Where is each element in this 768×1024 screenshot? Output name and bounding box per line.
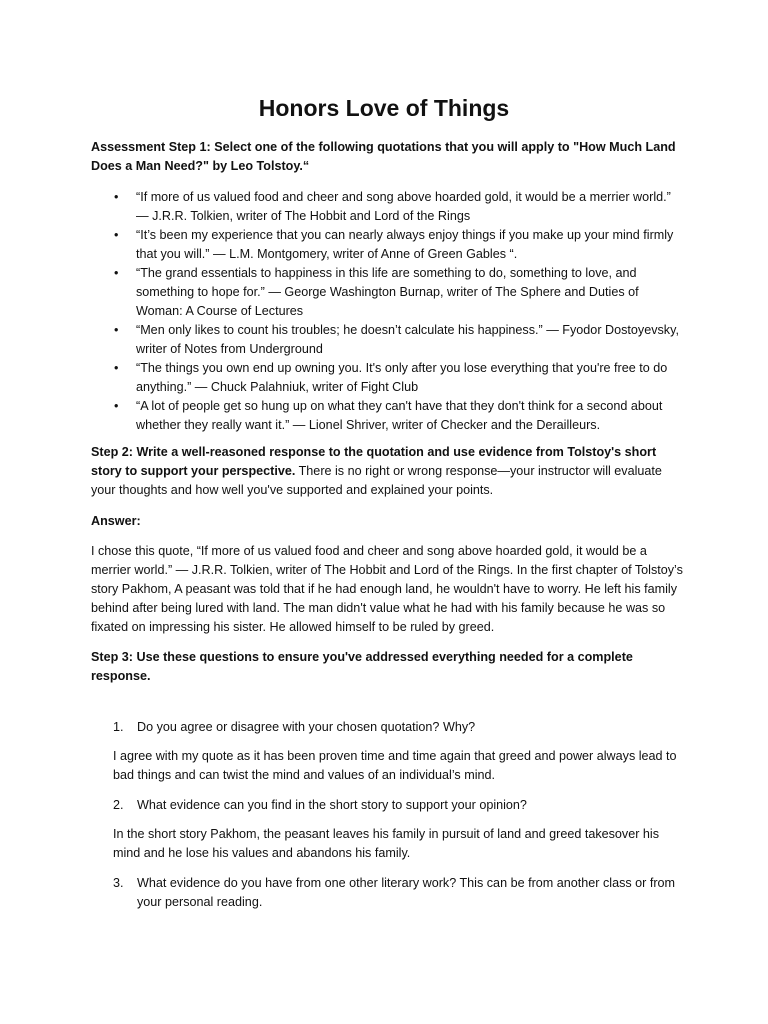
quotation-text: “The things you own end up owning you. It's only after you lose everything that you're free to do anything.” — Chuck Palahniuk, writer of Fight Club	[136, 361, 668, 394]
bullet-icon: •	[114, 266, 119, 280]
answer-text: I chose this quote, “If more of us valued food and cheer and song above hoarded gold, it would be a merrier world.” — J.R.R. Tolkien, writer of The Hobbit and Lord of the Rings. In the first chapter of Tolstoy’s story Pakhom, A peasant was told that if he had enough land, he wouldn't have to worry. He left his family behind after being lured with land. The man didn't value what he had with his family because he was so fixated on impressing his sister. He allowed himself to be ruled by greed.	[91, 544, 683, 634]
question-text: Do you agree or disagree with your chosen quotation? Why?	[137, 720, 476, 734]
bullet-icon: •	[114, 190, 119, 204]
question-item	[113, 874, 683, 912]
bullet-icon: •	[114, 323, 119, 337]
bullet-icon: •	[114, 361, 119, 375]
step2-bold-text: Step 2: Write a well-reasoned response to the quotation and use evidence from Tolstoy's short story to support your perspective.	[91, 445, 657, 478]
quotation-text: “A lot of people get so hung up on what they can't have that they don't think for a second about whether they really want it.” — Lionel Shriver, writer of Checker and the Derailleurs.	[136, 399, 663, 432]
quotation-text: “It’s been my experience that you can nearly always enjoy things if you make up your mind firmly that you will.” — L.M. Montgomery, writer of Anne of Green Gables “.	[136, 228, 674, 261]
quotation-list	[91, 188, 683, 435]
quotation-item	[114, 321, 683, 359]
question-number: 1.	[113, 720, 124, 734]
step1-instructions: Assessment Step 1: Select one of the following quotations that you will apply to "How Much Land Does a Man Need?" by Leo Tolstoy.“	[91, 140, 676, 173]
question-item	[113, 796, 683, 815]
quotation-text: “Men only likes to count his troubles; he doesn’t calculate his happiness.” — Fyodor Dostoyevsky, writer of Notes from Underground	[136, 323, 679, 356]
question-response: In the short story Pakhom, the peasant leaves his family in pursuit of land and greed takesover his mind and he lose his values and abandons his family.	[113, 827, 660, 860]
question-number: 3.	[113, 876, 124, 890]
question-response: I agree with my quote as it has been proven time and time again that greed and power always lead to bad things and can twist the mind and values of an individual’s mind.	[113, 749, 677, 782]
bullet-icon: •	[114, 228, 119, 242]
quotation-item	[114, 264, 683, 321]
quotation-item	[114, 188, 683, 226]
question-text: What evidence do you have from one other literary work? This can be from another class or from your personal reading.	[137, 876, 676, 909]
document-body	[91, 138, 683, 912]
step2-instructions	[91, 443, 683, 500]
question-item	[113, 718, 683, 737]
quotation-text: “If more of us valued food and cheer and song above hoarded gold, it would be a merrier world.” — J.R.R. Tolkien, writer of The Hobbit and Lord of the Rings	[136, 190, 671, 223]
step3-instructions: Step 3: Use these questions to ensure you've addressed everything needed for a complete response.	[91, 650, 633, 683]
document-title: Honors Love of Things	[258, 95, 510, 121]
quotation-item	[114, 359, 683, 397]
step2-normal-text: There is no right or wrong response—your instructor will evaluate your thoughts and how well you've supported and explained your points.	[91, 464, 662, 497]
quotation-item	[114, 397, 683, 435]
question-list	[91, 874, 683, 912]
bullet-icon: •	[114, 399, 119, 413]
question-number: 2.	[113, 798, 124, 812]
question-list	[91, 796, 683, 815]
question-text: What evidence can you find in the short story to support your opinion?	[137, 798, 527, 812]
question-list	[91, 718, 683, 737]
quotation-text: “The grand essentials to happiness in this life are something to do, something to love, and something to hope for.” — George Washington Burnap, writer of The Sphere and Duties of Woman: A Course of Lectures	[136, 266, 639, 318]
answer-label: Answer:	[91, 514, 141, 528]
quotation-item	[114, 226, 683, 264]
